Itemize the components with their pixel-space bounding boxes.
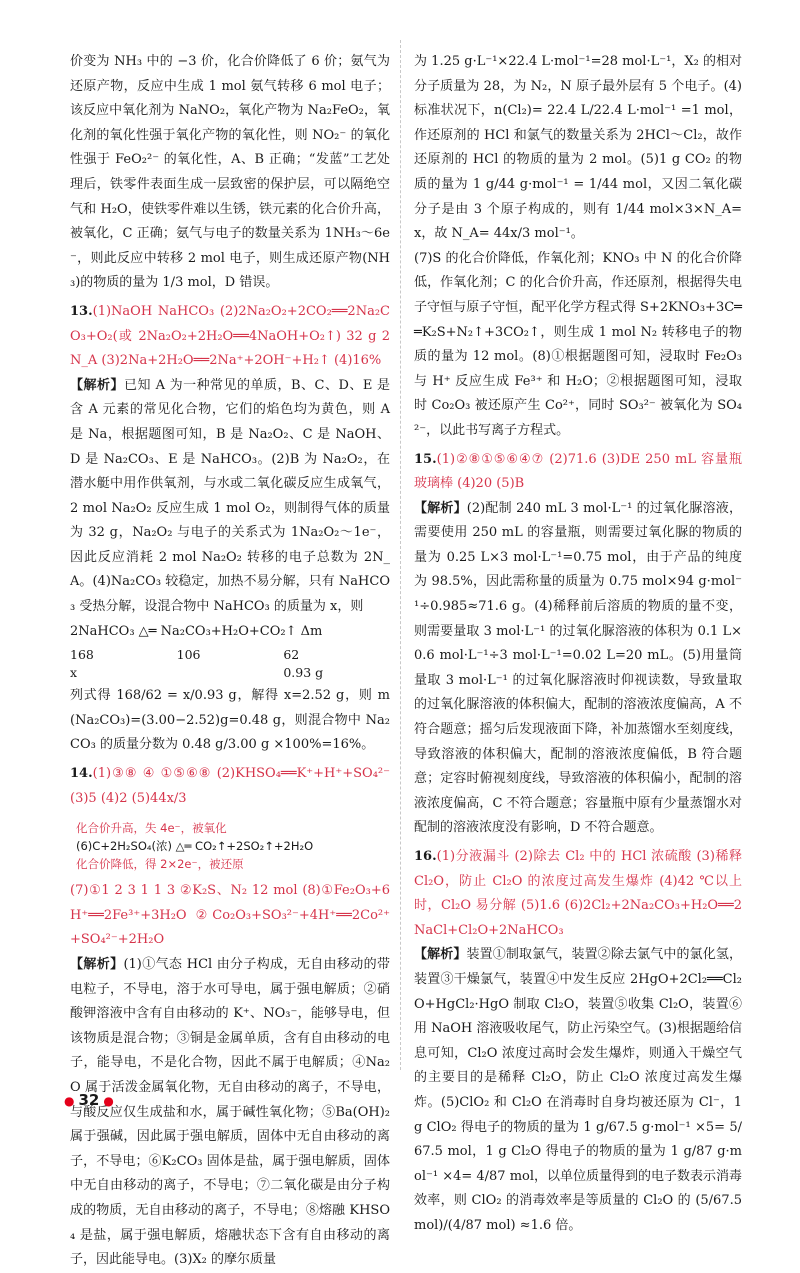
q14-redox-diagram xyxy=(70,815,390,877)
q13-equation-ratios xyxy=(70,646,390,682)
q16-analysis xyxy=(414,943,742,1238)
redox-reduction-label: 化合价降低，得 2×2e⁻，被还原 xyxy=(76,857,244,872)
paragraph-continuation: 价变为 NH₃ 中的 −3 价，化合价降低了 6 价；氨气为还原产物，反应中生成 1 mol 氨气转移 6 mol 电子；该反应中氧化剂为 NaNO₂，氧化产物为 Na₂FeO₂，氧化剂的氧化性强于氧化产物的氧化性，则 NO₂⁻ 的氧化性强于 FeO₂²⁻ 的氧化性，A、B 正确；“发蓝”工艺处理后，铁零件表面生成一层致密的保护层，可以隔绝空气和 H₂O，使铁零件难以生锈，铁元素的化合价升高，被氧化，C 正确；氨气与电子的数量关系为 1NH₃～6e⁻，则此反应中转移 2 mol 电子，则生成还原产物(NH₃)的物质的量为 1/3 mol，D 错误。 xyxy=(70,54,390,291)
q13-analysis-text: 已知 A 为一种常见的单质，B、C、D、E 是含 A 元素的常见化合物，它们的焰色均为黄色，则 A 是 Na，根据题图可知，B 是 Na₂O₂、C 是 NaOH、D 是 Na₂CO₃、E 是 NaHCO₃。(2)B 为 Na₂O₂，在潜水艇中用作供氧剂，与水或二氧化碳反应生成氧气，2 mol Na₂O₂ 反应生成 1 mol O₂，则制得气体的质量为 32 g，Na₂O₂ 与电子的关系式为 1Na₂O₂～1e⁻，因此反应消耗 2 mol Na₂O₂ 转移的电子总数为 2N_A。(4)Na₂CO₃ 较稳定，加热不易分解，只有 NaHCO₃ 受热分解，设混合物中 NaHCO₃ 的质量为 x，则 xyxy=(70,377,390,615)
q16-number: 16. xyxy=(414,849,437,864)
q13-answer-text: (1)NaOH NaHCO₃ (2)2Na₂O₂+2CO₂══2Na₂CO₃+O₂(或 2Na₂O₂+2H₂O══4NaOH+O₂↑) 32 g 2N_A (3)2Na+2H₂O══2Na⁺+2OH⁻+H₂↑ (4)16% xyxy=(70,303,390,369)
q13-analysis-label: 【解析】 xyxy=(70,377,124,393)
paragraph-continuation: 为 1.25 g·L⁻¹×22.4 L·mol⁻¹=28 mol·L⁻¹，X₂ 的相对分子质量为 28，为 N₂，N 原子最外层有 5 个电子。(4)标准状况下，n(Cl₂)= 22.4 L/22.4 L·mol⁻¹ =1 mol，作还原剂的 HCl 和氯气的数量关系为 2HCl～Cl₂，故作还原剂的 HCl 的物质的量为 2 mol。(5)1 g CO₂ 的物质的量为 1 g/44 g·mol⁻¹ = 1/44 mol，又因二氧化碳分子是由 3 个原子构成的，则有 1/44 mol×3×N_A=x，故 N_A= 44x/3 mol⁻¹。 xyxy=(414,54,742,242)
left-column xyxy=(70,50,390,1273)
page-footer xyxy=(60,1088,118,1114)
q16-analysis-text: 装置①制取氯气，装置②除去氯气中的氯化氢，装置③干燥氯气，装置④中发生反应 2HgO+2Cl₂══Cl₂O+HgCl₂·HgO 制取 Cl₂O，装置⑤收集 Cl₂O，装置⑥用 NaOH 溶液吸收尾气，防止污染空气。(3)根据题给信息可知，Cl₂O 浓度过高时会发生爆炸，则通入干燥空气的主要目的是稀释 Cl₂O，防止 Cl₂O 浓度过高发生爆炸。(5)ClO₂ 和 Cl₂O 在消毒时自身均被还原为 Cl⁻，1 g ClO₂ 得电子的物质的量为 1 g/67.5 g·mol⁻¹ ×5= 5/67.5 mol，1 g Cl₂O 得电子的物质的量为 1 g/87 g·mol⁻¹ ×4= 4/87 mol，以单位质量得到的电子数表示消毒效率，则 ClO₂ 的消毒效率是等质量的 Cl₂O 的 (5/67.5 mol)/(4/87 mol) ≈1.6 倍。 xyxy=(414,947,743,1233)
ratio-cell: 62 xyxy=(283,647,300,663)
q13-analysis xyxy=(70,374,390,620)
redox-oxidation-label: 化合价升高，失 4e⁻，被氧化 xyxy=(76,821,227,836)
ratio-cell: 168 xyxy=(70,647,94,663)
ratio-cell xyxy=(177,664,284,682)
page-number: 32 xyxy=(78,1091,100,1109)
right-column xyxy=(414,50,742,1239)
ratio-cell: 0.93 g xyxy=(283,665,324,681)
q13-number: 13. xyxy=(70,303,93,319)
q15-answer-text: (1)②⑧①⑤⑥④⑦ (2)71.6 (3)DE 250 mL 容量瓶 玻璃棒 (4)20 (5)B xyxy=(414,451,742,492)
q14-answer xyxy=(70,762,390,811)
q14-analysis xyxy=(70,953,390,1273)
bullet-icon: ● xyxy=(103,1094,114,1108)
q15-answer xyxy=(414,448,742,497)
q14-analysis-text: (1)①气态 HCl 由分子构成，无自由移动的带电粒子，不导电，溶于水可导电，属于强电解质；②硝酸钾溶液中含有自由移动的 K⁺、NO₃⁻，能够导电，但该物质是混合物；③铜是金属单质，含有自由移动的电子，能导电，不是化合物，因此不属于电解质；④Na₂O 属于活泼金属氧化物，无自由移动的离子，不导电，与酸反应仅生成盐和水，属于碱性氧化物；⑤Ba(OH)₂ 属于强碱，因此属于强电解质，固体中无自由移动的离子，不导电；⑥K₂CO₃ 固体是盐，属于强电解质，固体中无自由移动的离子，不导电；⑦二氧化碳是由分子构成的物质，无自由移动的离子，不导电；⑧熔融 KHSO₄ 是盐，属于强电解质，熔融状态下含有自由移动的离子，因此能导电。(3)X₂ 的摩尔质量 xyxy=(70,957,390,1268)
redox-equation: (6)C+2H₂SO₄(浓) △═ CO₂↑+2SO₂↑+2H₂O xyxy=(76,839,314,854)
q15-analysis-text: (2)配制 240 mL 3 mol·L⁻¹ 的过氧化脲溶液，需要使用 250 mL 的容量瓶，则需要过氧化脲的物质的量为 0.25 L×3 mol·L⁻¹=0.75 mol，由于产品的纯度为 98.5%，因此需称量的质量为 0.75 mol×94 g·mol⁻¹÷0.985≈71.6 g。(4)稀释前后溶质的物质的量不变，则需要量取 3 mol·L⁻¹ 的过氧化脲溶液的体积为 0.1 L×0.6 mol·L⁻¹÷3 mol·L⁻¹=0.02 L=20 mL。(5)用量筒量取 3 mol·L⁻¹ 的过氧化脲溶液时仰视读数，导致量取的过氧化脲溶液的体积偏大，配制的溶液浓度偏高，A 不符合题意；摇匀后发现液面下降，补加蒸馏水至刻度线，导致溶液的体积偏大，配制的溶液浓度偏低，B 符合题意；定容时俯视刻度线，导致溶液的体积偏小，配制的溶液浓度偏高，C 不符合题意；容量瓶中原有少量蒸馏水对配制的溶液浓度没有影响，D 不符合题意。 xyxy=(414,500,742,836)
q16-analysis-label: 【解析】 xyxy=(414,947,467,963)
q14-answer-text: (1)③⑧ ④ ①⑤⑥⑧ (2)KHSO₄══K⁺+H⁺+SO₄²⁻ (3)5 (4)2 (5)44x/3 xyxy=(70,766,390,806)
q14-analysis-label: 【解析】 xyxy=(70,957,124,972)
q15-number: 15. xyxy=(414,451,437,467)
q13-answer xyxy=(70,300,390,374)
q16-answer-text: (1)分液漏斗 (2)除去 Cl₂ 中的 HCl 浓硫酸 (3)稀释 Cl₂O，防止 Cl₂O 的浓度过高发生爆炸 (4)42 ℃以上时，Cl₂O 易分解 (5)1.6 (6)2Cl₂+2Na₂CO₃+H₂O══2NaCl+Cl₂O+2NaHCO₃ xyxy=(414,849,742,938)
bullet-icon: ● xyxy=(64,1094,75,1108)
q15-analysis-label: 【解析】 xyxy=(414,500,467,516)
q13-equation: 2NaHCO₃ △═ Na₂CO₃+H₂O+CO₂↑ Δm xyxy=(70,623,323,639)
q15-analysis xyxy=(414,497,742,841)
ratio-cell: x xyxy=(70,665,78,681)
ratio-cell: 106 xyxy=(176,647,201,663)
q13-calculation: 列式得 168/62 = x/0.93 g，解得 x=2.52 g，则 m(Na₂CO₃)=(3.00−2.52)g=0.48 g，则混合物中 Na₂CO₃ 的质量分数为 0.48 g/3.00 g ×100%=16%。 xyxy=(70,688,390,753)
q14-number: 14. xyxy=(70,766,93,782)
q16-answer xyxy=(414,845,742,943)
paragraph-continuation-2: (7)S 的化合价降低，作氧化剂；KNO₃ 中 N 的化合价降低，作氧化剂；C 的化合价升高，作还原剂，根据得失电子守恒与原子守恒，配平化学方程式得 S+2KNO₃+3C══K₂S+N₂↑+3CO₂↑，则生成 1 mol N₂ 转移电子的物质的量为 12 mol。(8)①根据题图可知，浸取时 Fe₂O₃ 与 H⁺ 反应生成 Fe³⁺ 和 H₂O；②根据题图可知，浸取时 Co₂O₃ 被还原产生 Co²⁺，同时 SO₃²⁻ 被氧化为 SO₄²⁻，以此书写离子方程式。 xyxy=(414,250,742,438)
q14-answer-continued: (7)①1 2 3 1 1 3 ②K₂S、N₂ 12 mol (8)①Fe₂O₃+6H⁺══2Fe³⁺+3H₂O ②Co₂O₃+SO₃²⁻+4H⁺══2Co²⁺+SO₄²⁻+2H₂O xyxy=(70,883,390,948)
column-divider xyxy=(400,40,401,1070)
